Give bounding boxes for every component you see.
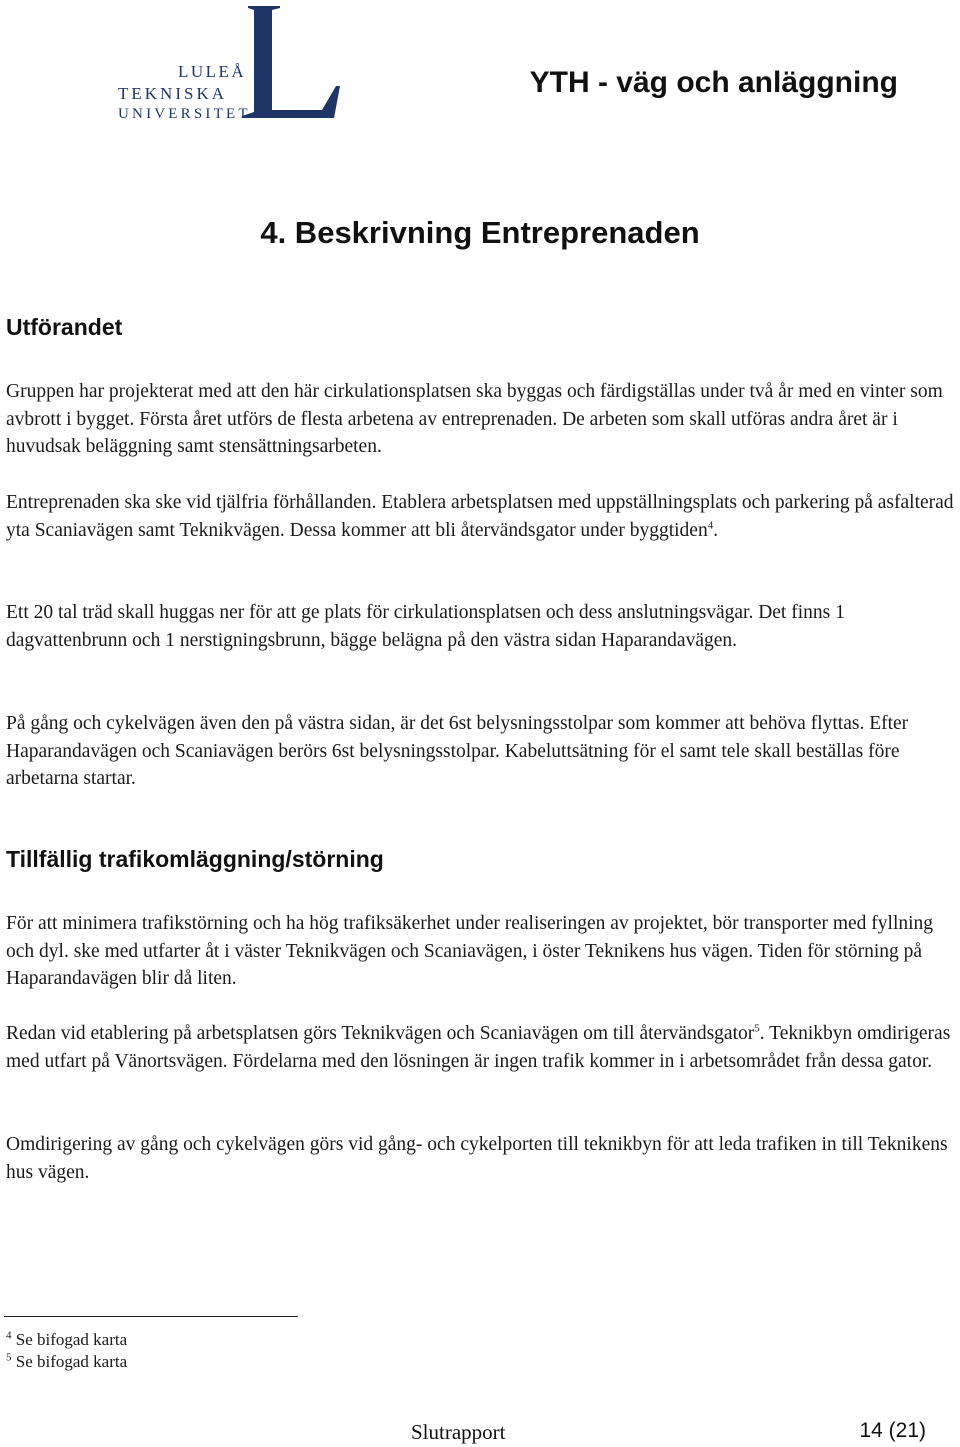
footnote-4-number: 4 xyxy=(6,1329,12,1342)
footer-report-label: Slutrapport xyxy=(411,1420,506,1444)
footnote-divider xyxy=(4,1316,298,1317)
document-header-title: YTH - väg och anläggning xyxy=(529,66,898,99)
footnote-5-number: 5 xyxy=(6,1351,12,1364)
logo-text-line3: UNIVERSITET xyxy=(118,106,251,122)
section-title: 4. Beskrivning Entreprenaden xyxy=(260,215,700,250)
footnote-ref-4[interactable]: 4 xyxy=(707,519,714,531)
paragraph-trafik-2-end: . Teknikbyn omdirigeras med utfart på Vänortsvägen. Fördelarna med den lösningen är ingen trafik kommer in i arbetsområdet från dessa gator. xyxy=(6,1023,951,1072)
footnote-4 xyxy=(6,1330,127,1350)
university-logo xyxy=(112,2,342,126)
paragraph-trafik-1: För att minimera trafikstörning och ha hög trafiksäkerhet under realiseringen av projektet, bör transporter med fyllning och dyl. ske med utfarter åt i väster Teknikvägen och Scaniavägen, i öster Teknikens hus vägen. Tiden för störning på Haparandavägen blir då liten. xyxy=(6,913,934,989)
heading-utforandet: Utförandet xyxy=(6,314,123,340)
paragraph-trafik-2-text: Redan vid etablering på arbetsplatsen görs Teknikvägen och Scaniavägen om till återvändsgator xyxy=(6,1023,755,1044)
logo-l-mark-icon xyxy=(236,2,344,120)
paragraph-trafik-2 xyxy=(6,1020,958,1075)
paragraph-utforandet-1: Gruppen har projekterat med att den här cirkulationsplatsen ska byggas och färdigställas under två år med en vinter som avbrott i bygget. Första året utförs de flesta arbetena av entreprenaden. De arbeten som skall utföras andra året är i huvudsak beläggning samt stensättningsarbeten. xyxy=(6,381,943,457)
logo-text-line2: TEKNISKA xyxy=(118,84,227,103)
logo-text-line1: LULEÅ xyxy=(178,62,247,81)
heading-trafikomlaggning: Tillfällig trafikomläggning/störning xyxy=(6,846,384,872)
paragraph-utforandet-4: På gång och cykelvägen även den på västra sidan, är det 6st belysningsstolpar som kommer att behöva flyttas. Efter Haparandavägen och Scaniavägen berörs 6st belysningsstolpar. Kabeluttsätning för el samt tele skall beställas före arbetarna startar. xyxy=(6,713,909,789)
footnote-5 xyxy=(6,1352,127,1372)
paragraph-trafik-3: Omdirigering av gång och cykelvägen görs vid gång- och cykelporten till teknikbyn för att leda trafiken in till Teknikens hus vägen. xyxy=(6,1134,948,1183)
footnote-5-text: Se bifogad karta xyxy=(15,1352,128,1371)
paragraph-utforandet-2 xyxy=(6,489,958,544)
paragraph-utforandet-2-end: . xyxy=(713,519,719,541)
paragraph-utforandet-2-text: Entreprenaden ska ske vid tjälfria förhållanden. Etablera arbetsplatsen med uppställningsplats och parkering på asfalterad yta Scaniavägen samt Teknikvägen. Dessa kommer att bli återvändsgator under byggtiden xyxy=(6,492,954,541)
footnote-ref-5[interactable]: 5 xyxy=(754,1022,760,1035)
footnote-4-text: Se bifogad karta xyxy=(15,1330,128,1349)
paragraph-utforandet-3: Ett 20 tal träd skall huggas ner för att ge plats för cirkulationsplatsen och dess anslutningsvägar. Det finns 1 dagvattenbrunn och 1 nerstigningsbrunn, bägge belägna på den västra sidan Haparandavägen. xyxy=(6,602,845,651)
footer-page-number: 14 (21) xyxy=(859,1419,926,1442)
